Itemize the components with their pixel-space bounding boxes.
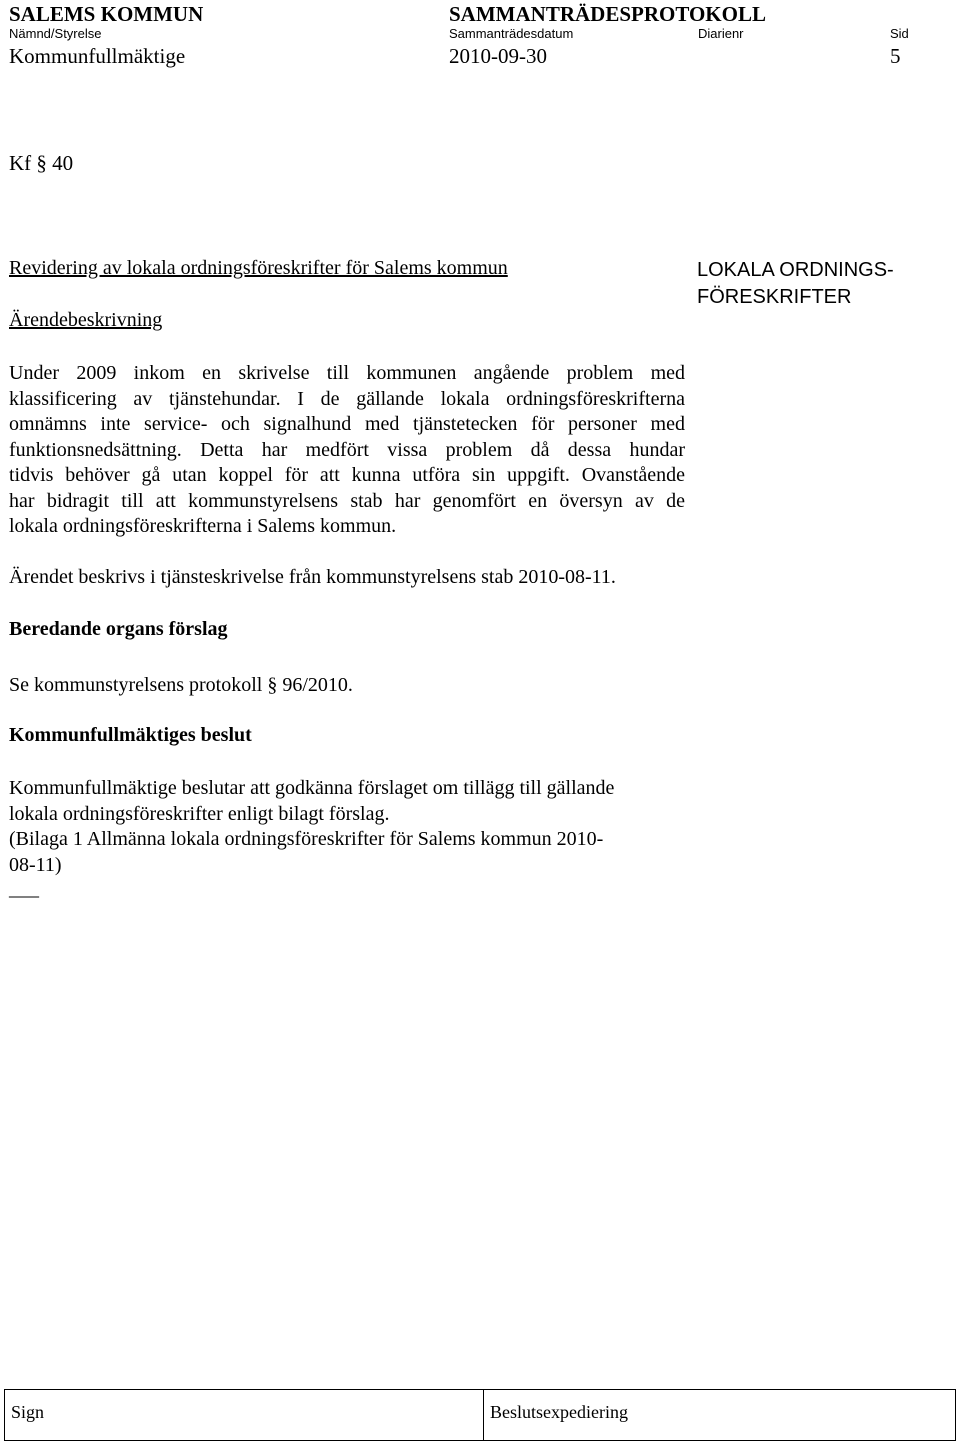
text-line: lokala ordningsföreskrifterna i Salems kommun. [9, 515, 397, 537]
dispatch-cell [483, 1390, 955, 1440]
document-type: SAMMANTRÄDESPROTOKOLL [449, 2, 766, 26]
side-label-line: FÖRESKRIFTER [697, 286, 852, 308]
case-heading: Ärendebeskrivning [9, 309, 163, 331]
sign-label: Sign [11, 1402, 45, 1422]
case-description [9, 361, 685, 540]
decision-heading: Kommunfullmäktiges beslut [9, 724, 252, 746]
text-line: funktionsnedsättning. Detta har medfört vissa problem då dessa hundar [9, 438, 685, 461]
text-line: (Bilaga 1 Allmänna lokala ordningsföreskrifter för Salems kommun 2010- [9, 828, 604, 850]
meeting-date-label: Sammanträdesdatum [449, 26, 574, 41]
paragraph-id: Kf § 40 [9, 151, 74, 175]
end-mark: ___ [9, 878, 39, 900]
subject-title: Revidering av lokala ordningsföreskrifter för Salems kommun [9, 257, 508, 279]
board-label: Nämnd/Styrelse [9, 26, 102, 41]
proposal-text: Se kommunstyrelsens protokoll § 96/2010. [9, 674, 353, 696]
page-label: Sid [890, 26, 909, 41]
meeting-date-value: 2010-09-30 [449, 44, 547, 68]
text-line: 08-11) [9, 853, 62, 876]
text-line: Under 2009 inkom en skrivelse till kommunen angående problem med [9, 362, 685, 384]
sign-cell [5, 1390, 483, 1440]
text-line: Kommunfullmäktige beslutar att godkänna förslaget om tillägg till gällande [9, 777, 615, 799]
text-line: har bidragit till att kommunstyrelsens stab har genomfört en översyn av de [9, 489, 685, 512]
page-number: 5 [890, 44, 901, 68]
proposal-heading: Beredande organs förslag [9, 618, 228, 640]
diary-number-label: Diarienr [698, 26, 744, 41]
text-line: tidvis behöver gå utan koppel för att kunna utföra sin uppgift. Ovanstående [9, 464, 685, 486]
decision-text [9, 776, 614, 878]
dispatch-label: Beslutsexpediering [490, 1402, 628, 1422]
board-value: Kommunfullmäktige [9, 44, 186, 68]
org-name: SALEMS KOMMUN [9, 2, 204, 26]
case-reference: Ärendet beskrivs i tjänsteskrivelse från kommunstyrelsens stab 2010-08-11. [9, 566, 616, 588]
text-line: omnämns inte service- och signalhund med tjänstetecken för personer med [9, 413, 685, 435]
side-label [697, 257, 894, 311]
text-line: lokala ordningsföreskrifter enligt bilagt förslag. [9, 802, 390, 825]
signature-table [4, 1389, 956, 1441]
side-label-line: LOKALA ORDNINGS- [697, 259, 894, 281]
text-line: klassificering av tjänstehundar. I de gällande lokala ordningsföreskrifterna [9, 387, 685, 410]
